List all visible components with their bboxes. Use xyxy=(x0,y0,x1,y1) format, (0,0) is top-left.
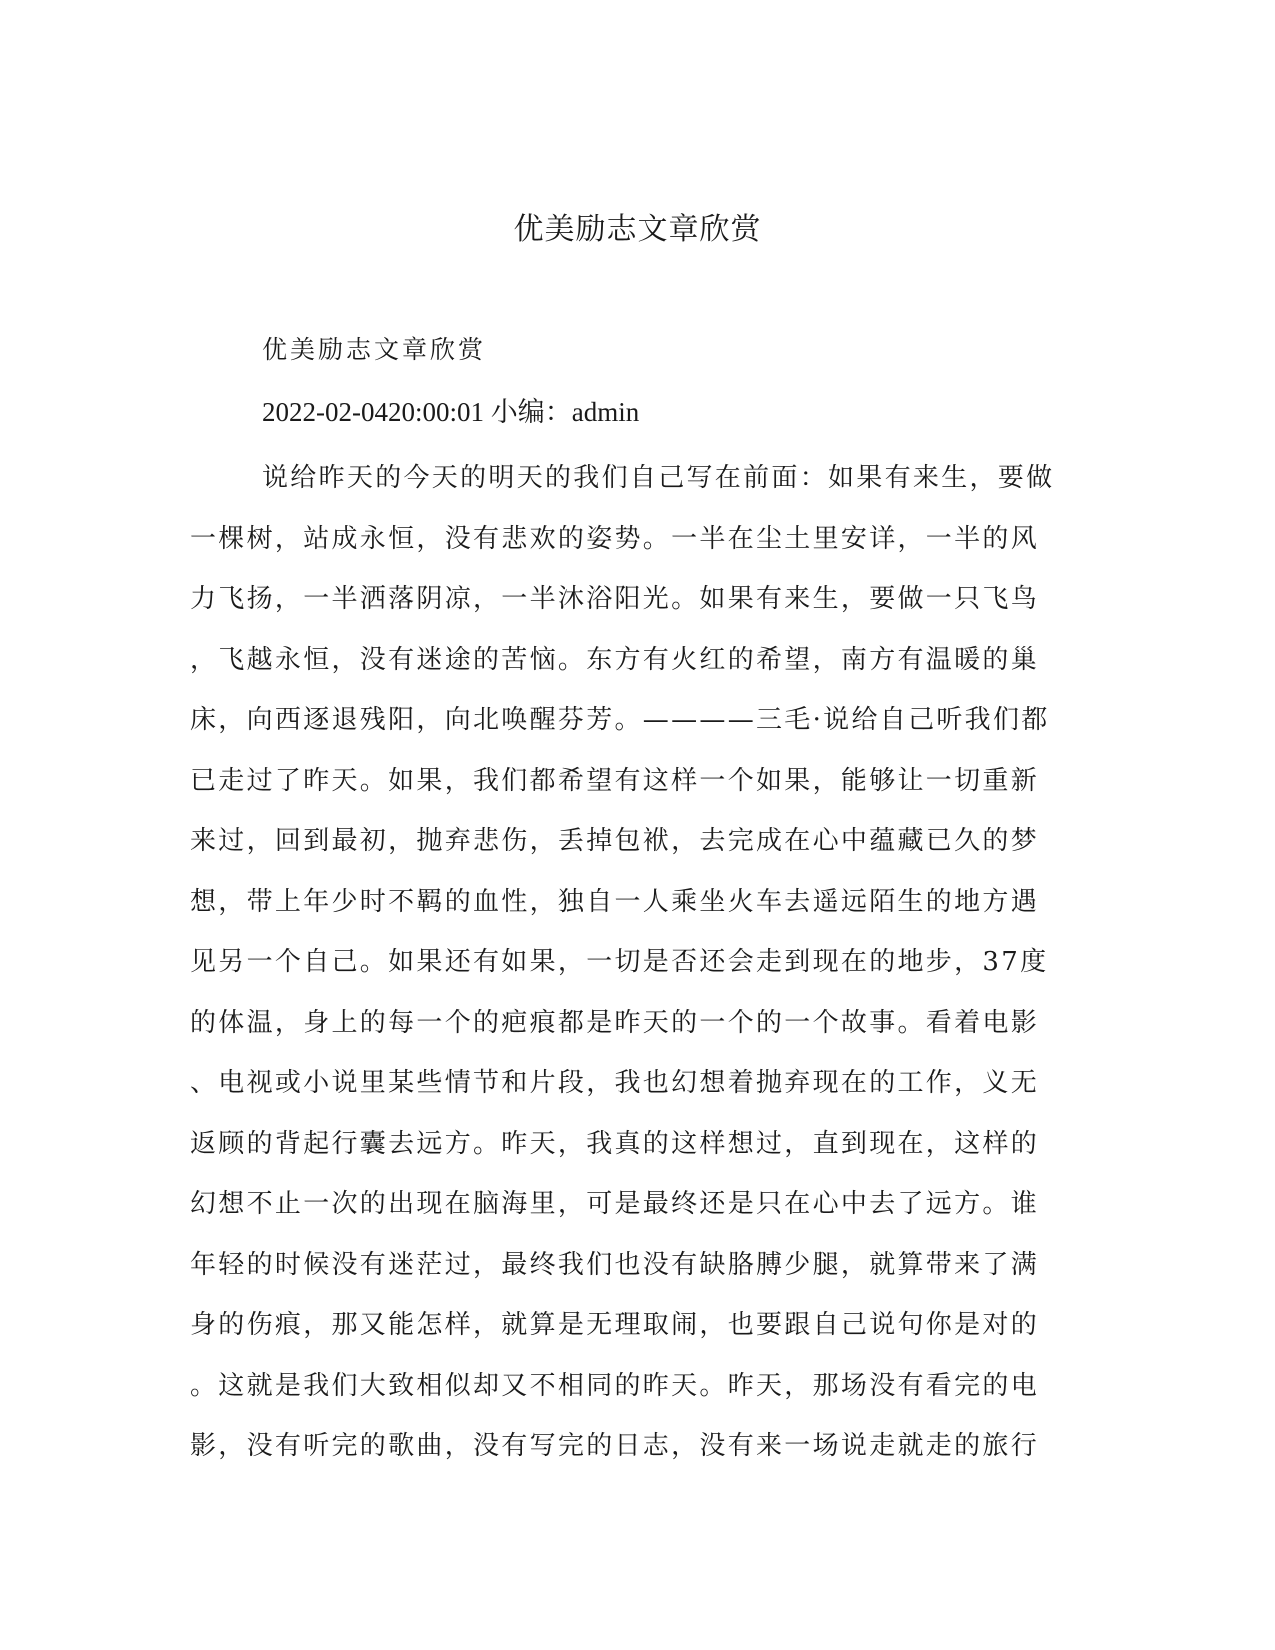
article-subtitle: 优美励志文章欣赏 xyxy=(262,335,487,364)
body-line: 床，向西逐退残阳，向北唤醒芬芳。————三毛·说给自己听我们都 xyxy=(190,705,1050,735)
body-line: 。这就是我们大致相似却又不相同的昨天。昨天，那场没有看完的电 xyxy=(190,1370,1040,1401)
body-line: 的体温，身上的每一个的疤痕都是昨天的一个的一个故事。看着电影 xyxy=(190,1007,1040,1038)
body-line: 想，带上年少时不羁的血性，独自一人乘坐火车去遥远陌生的地方遇 xyxy=(190,886,1040,917)
body-line: 一棵树，站成永恒，没有悲欢的姿势。一半在尘土里安详，一半的风 xyxy=(190,523,1040,554)
body-line: 、电视或小说里某些情节和片段，我也幻想着抛弃现在的工作，义无 xyxy=(190,1068,1040,1098)
body-line: ，飞越永恒，没有迷途的苦恼。东方有火红的希望，南方有温暖的巢 xyxy=(190,644,1040,675)
article-meta: 2022-02-0420:00:01 小编：admin xyxy=(262,397,640,427)
body-line: 说给昨天的今天的明天的我们自己写在前面：如果有来生，要做 xyxy=(262,463,1055,493)
document-title: 优美励志文章欣赏 xyxy=(513,212,762,247)
body-line: 年轻的时候没有迷茫过，最终我们也没有缺胳膊少腿，就算带来了满 xyxy=(190,1249,1040,1280)
body-line: 身的伤痕，那又能怎样，就算是无理取闹，也要跟自己说句你是对的 xyxy=(190,1310,1040,1340)
body-line: 幻想不止一次的出现在脑海里，可是最终还是只在心中去了远方。谁 xyxy=(190,1189,1040,1219)
body-line: 已走过了昨天。如果，我们都希望有这样一个如果，能够让一切重新 xyxy=(190,765,1040,796)
body-line: 返顾的背起行囊去远方。昨天，我真的这样想过，直到现在，这样的 xyxy=(190,1128,1040,1159)
body-line: 力飞扬，一半洒落阴凉，一半沐浴阳光。如果有来生，要做一只飞鸟 xyxy=(190,584,1040,614)
body-line: 来过，回到最初，抛弃悲伤，丢掉包袱，去完成在心中蕴藏已久的梦 xyxy=(190,826,1040,856)
body-line: 见另一个自己。如果还有如果，一切是否还会走到现在的地步，37度 xyxy=(190,947,1049,977)
article-body xyxy=(190,448,1070,1477)
body-line: 影，没有听完的歌曲，没有写完的日志，没有来一场说走就走的旅行 xyxy=(190,1431,1040,1461)
